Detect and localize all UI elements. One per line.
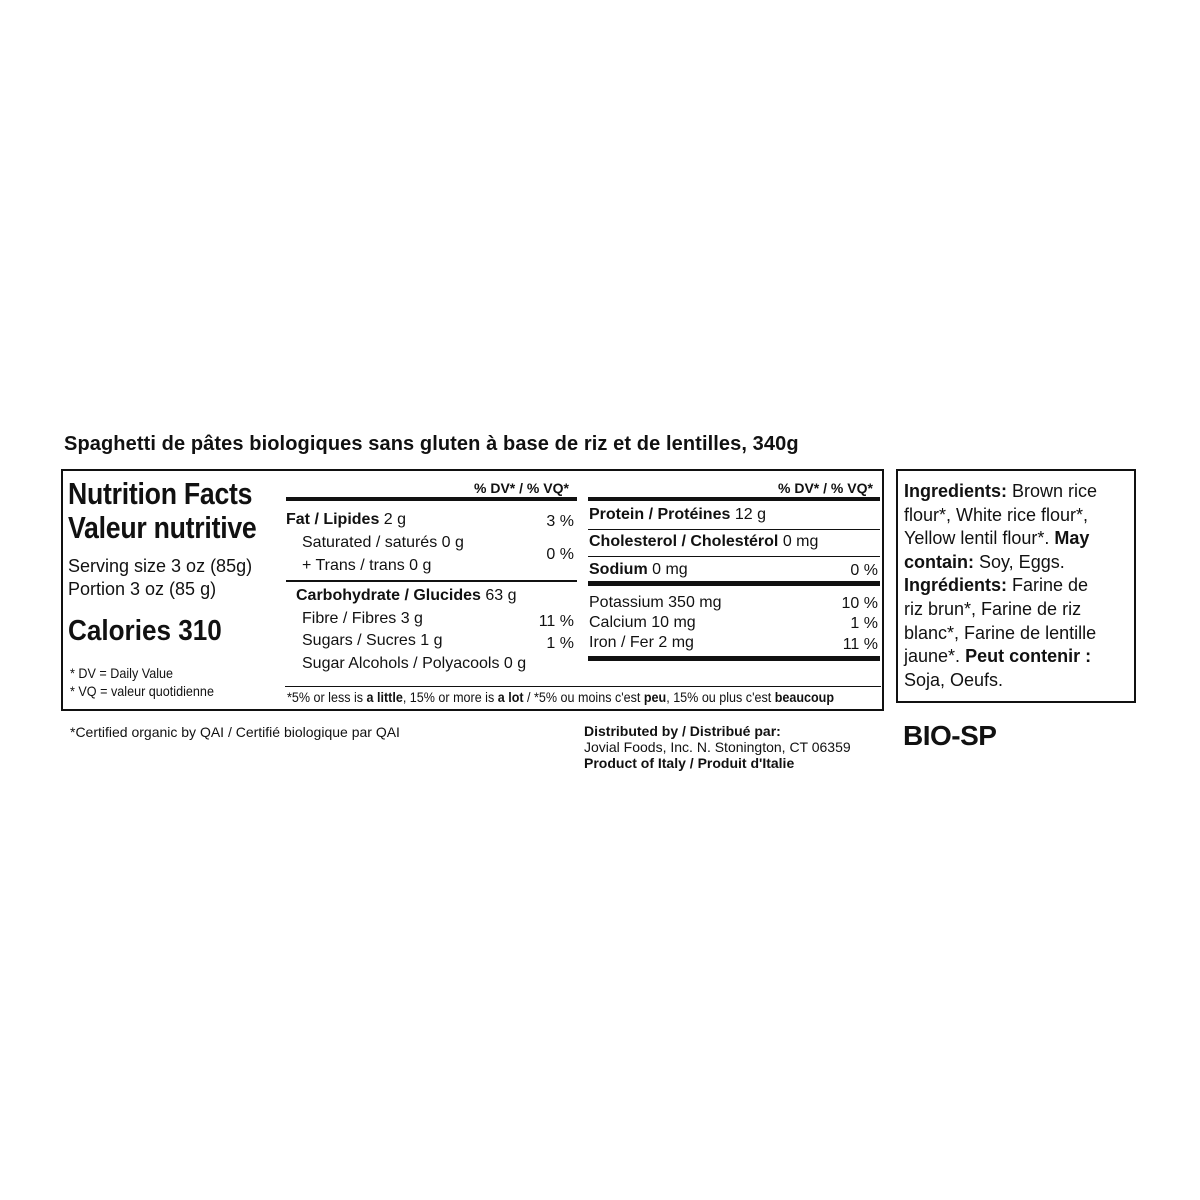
- ingredients-text: Ingredients: Brown rice flour*, White rice flour*, Yellow lentil flour*. May contain: Soy, Eggs. Ingrédients: Farine de riz brun*, Farine de riz blanc*, Farine de lentille jaune*. Peut contenir : Soja, Oeufs.: [904, 481, 1098, 690]
- distributor-address: Jovial Foods, Inc. N. Stonington, CT 06359: [584, 739, 851, 755]
- portion-size: Portion 3 oz (85 g): [68, 579, 217, 599]
- carb-amount: 63 g: [480, 587, 517, 604]
- potassium-row: Potassium 350 mg: [589, 594, 722, 611]
- sodium-percent: 0 %: [850, 562, 878, 579]
- title-english: Nutrition Facts: [68, 476, 253, 511]
- thick-rule-iron: [588, 656, 880, 661]
- fat-row: [286, 511, 406, 529]
- sodium-label: Sodium: [589, 561, 648, 578]
- serving-size: Serving size 3 oz (85g): [68, 556, 253, 576]
- dv-header-left: % DV* / % VQ*: [474, 480, 569, 496]
- fibre-row: Fibre / Fibres 3 g: [302, 610, 423, 627]
- sodium-amount: 0 mg: [647, 561, 688, 578]
- sodium-row: [589, 561, 688, 579]
- distributor-heading: Distributed by / Distribué par:: [584, 723, 781, 739]
- protein-label: Protein / Protéines: [589, 506, 731, 523]
- thick-rule-right: [588, 497, 880, 501]
- fibre-percent: 11 %: [538, 613, 574, 630]
- cholesterol-label: Cholesterol / Cholestérol: [589, 533, 779, 550]
- trans-row: + Trans / trans 0 g: [302, 557, 432, 574]
- rule-carb: [286, 580, 577, 582]
- rule-cholesterol: [588, 556, 880, 557]
- organic-certification: *Certified organic by QAI / Certifié biologique par QAI: [70, 724, 400, 740]
- carbohydrate-row: [296, 587, 517, 605]
- fat-amount: 2 g: [379, 511, 407, 528]
- saturated-row: Saturated / saturés 0 g: [302, 534, 464, 551]
- product-title: Spaghetti de pâtes biologiques sans gluten à base de riz et de lentilles, 340g: [64, 433, 799, 455]
- fat-label: Fat / Lipides: [286, 511, 380, 528]
- thick-rule-sodium: [588, 581, 880, 586]
- rule-footnote: [285, 686, 881, 687]
- protein-row: [589, 506, 766, 524]
- rule-protein: [588, 529, 880, 530]
- cholesterol-row: [589, 533, 818, 551]
- dv-header-right: % DV* / % VQ*: [778, 480, 873, 496]
- thick-rule-left: [286, 497, 577, 501]
- iron-row: Iron / Fer 2 mg: [589, 634, 694, 651]
- product-code: BIO-SP: [903, 720, 997, 751]
- protein-amount: 12 g: [730, 506, 766, 523]
- sugars-percent: 1 %: [546, 635, 574, 652]
- cholesterol-amount: 0 mg: [778, 533, 819, 550]
- fat-percent: 3 %: [546, 513, 574, 530]
- sugars-row: Sugars / Sucres 1 g: [302, 632, 443, 649]
- sugar-alcohols-row: Sugar Alcohols / Polyacools 0 g: [302, 655, 527, 672]
- calcium-percent: 1 %: [850, 615, 878, 632]
- iron-percent: 11 %: [842, 636, 878, 653]
- sat-trans-percent: 0 %: [546, 546, 574, 563]
- vq-definition: * VQ = valeur quotidienne: [70, 683, 214, 699]
- calories: Calories 310: [68, 615, 222, 647]
- country-of-origin: Product of Italy / Produit d'Italie: [584, 755, 795, 771]
- potassium-percent: 10 %: [841, 595, 878, 612]
- title-french: Valeur nutritive: [68, 510, 257, 545]
- carb-label: Carbohydrate / Glucides: [296, 587, 481, 604]
- dv-definition: * DV = Daily Value: [70, 665, 174, 681]
- calcium-row: Calcium 10 mg: [589, 614, 696, 631]
- dv-footnote: *5% or less is a little, 15% or more is a lot / *5% ou moins c'est peu, 15% ou plus c'est beaucoup: [287, 690, 835, 705]
